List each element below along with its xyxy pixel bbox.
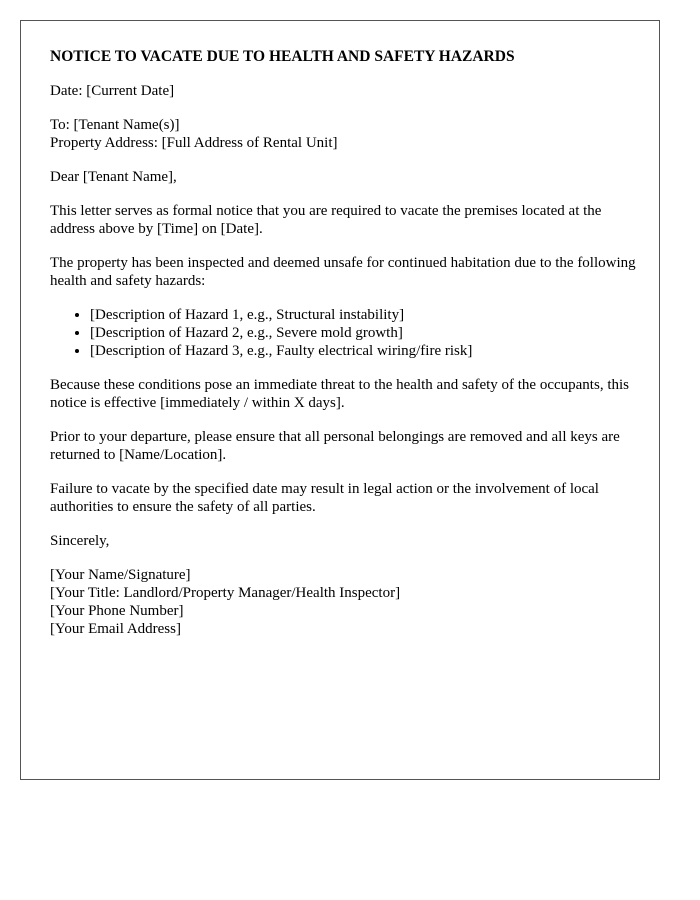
signature-phone: [Your Phone Number] (50, 603, 184, 619)
paragraph-effective: Because these conditions pose an immediate threat to the health and safety of the occupants, this notice is effective [immediately / within X days]. (50, 377, 629, 411)
hazard-item: • [Description of Hazard 1, e.g., Structural instability] (90, 306, 640, 324)
to-line: To: [Tenant Name(s)] (50, 117, 180, 133)
signature-block (50, 566, 640, 638)
paragraph-notice: This letter serves as formal notice that you are required to vacate the premises located at the address above by [Time] on [Date]. (50, 203, 602, 237)
hazard-list (50, 306, 640, 360)
hazard-item: • [Description of Hazard 2, e.g., Severe mold growth] (90, 324, 640, 342)
signature-name: [Your Name/Signature] (50, 567, 191, 583)
hazard-item: • [Description of Hazard 3, e.g., Faulty electrical wiring/fire risk] (90, 342, 640, 360)
document-title: NOTICE TO VACATE DUE TO HEALTH AND SAFETY HAZARDS (50, 48, 515, 65)
letter-body (50, 48, 640, 654)
salutation: Dear [Tenant Name], (50, 169, 177, 185)
signature-email: [Your Email Address] (50, 621, 181, 637)
paragraph-departure: Prior to your departure, please ensure that all personal belongings are removed and all keys are returned to [Name/Location]. (50, 429, 620, 463)
recipient-block (50, 116, 640, 152)
closing: Sincerely, (50, 533, 110, 549)
property-address-line: Property Address: [Full Address of Rental Unit] (50, 135, 338, 151)
signature-title: [Your Title: Landlord/Property Manager/Health Inspector] (50, 585, 401, 601)
date-line: Date: [Current Date] (50, 83, 175, 99)
document-page (20, 20, 660, 780)
paragraph-failure: Failure to vacate by the specified date may result in legal action or the involvement of local authorities to ensure the safety of all parties. (50, 481, 599, 515)
paragraph-inspection: The property has been inspected and deemed unsafe for continued habitation due to the following health and safety hazards: (50, 255, 636, 289)
